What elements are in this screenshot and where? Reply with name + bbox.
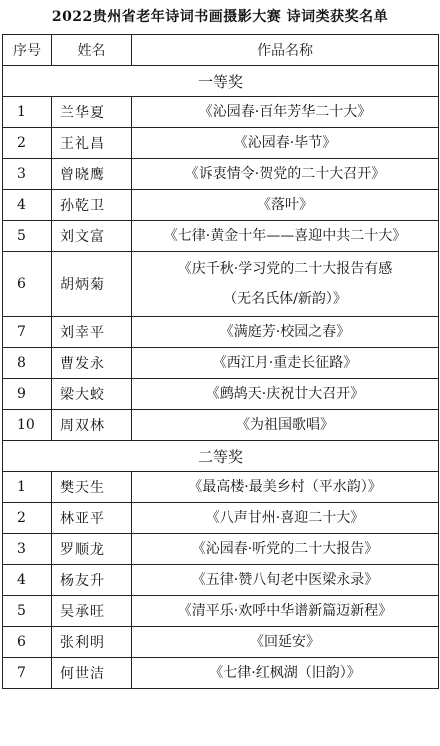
row-work: 《七律·红枫湖（旧韵）》 [132, 658, 439, 689]
row-name: 孙乾卫 [52, 190, 132, 221]
row-number: 3 [3, 534, 52, 565]
row-name: 罗顺龙 [52, 534, 132, 565]
row-name: 曾晓鹰 [52, 159, 132, 190]
table-row [3, 97, 439, 128]
header-number: 序号 [3, 35, 52, 66]
row-work: 《鹧鸪天·庆祝廿大召开》 [132, 379, 439, 410]
table-row [3, 534, 439, 565]
section-label: 一等奖 [3, 66, 439, 97]
row-number: 5 [3, 596, 52, 627]
row-number: 1 [3, 97, 52, 128]
table-row [3, 565, 439, 596]
row-name: 林亚平 [52, 503, 132, 534]
row-name: 梁大蛟 [52, 379, 132, 410]
row-number: 2 [3, 128, 52, 159]
row-name: 张利明 [52, 627, 132, 658]
row-work: 《西江月·重走长征路》 [132, 348, 439, 379]
table-row [3, 190, 439, 221]
row-name: 樊天生 [52, 472, 132, 503]
table-row [3, 128, 439, 159]
row-name: 刘文富 [52, 221, 132, 252]
row-name: 周双林 [52, 410, 132, 441]
table-row [3, 596, 439, 627]
row-work: 《七律·黄金十年——喜迎中共二十大》 [132, 221, 439, 252]
table-row [3, 317, 439, 348]
table-header-row [3, 35, 439, 66]
row-number: 6 [3, 252, 52, 317]
row-number: 3 [3, 159, 52, 190]
row-work-line-2: （无名氏体/新韵）》 [223, 291, 347, 307]
award-table [2, 34, 439, 689]
row-name: 刘幸平 [52, 317, 132, 348]
table-row [3, 627, 439, 658]
row-work: 《为祖国歌唱》 [132, 410, 439, 441]
table-row [3, 410, 439, 441]
row-work: 《诉衷情令·贺党的二十大召开》 [132, 159, 439, 190]
row-name: 吴承旺 [52, 596, 132, 627]
row-name: 何世洁 [52, 658, 132, 689]
table-row [3, 159, 439, 190]
row-name: 王礼昌 [52, 128, 132, 159]
header-name: 姓名 [52, 35, 132, 66]
row-work: 《清平乐·欢呼中华谱新篇迈新程》 [132, 596, 439, 627]
row-number: 1 [3, 472, 52, 503]
table-row [3, 379, 439, 410]
row-number: 5 [3, 221, 52, 252]
row-work: 《回延安》 [132, 627, 439, 658]
row-work: 《沁园春·听党的二十大报告》 [132, 534, 439, 565]
row-name: 兰华夏 [52, 97, 132, 128]
row-work: 《沁园春·毕节》 [132, 128, 439, 159]
table-row [3, 252, 439, 317]
row-number: 7 [3, 317, 52, 348]
document-title: 2022贵州省老年诗词书画摄影大赛 诗词类获奖名单 [51, 9, 389, 25]
row-number: 2 [3, 503, 52, 534]
table-row [3, 658, 439, 689]
table-row [3, 221, 439, 252]
row-number: 4 [3, 565, 52, 596]
row-name: 胡炳菊 [52, 252, 132, 317]
section-label: 二等奖 [3, 441, 439, 472]
row-work: 《最高楼·最美乡村（平水韵）》 [132, 472, 439, 503]
row-name: 曹发永 [52, 348, 132, 379]
table-row [3, 472, 439, 503]
section-row-first-prize [3, 66, 439, 97]
row-number: 8 [3, 348, 52, 379]
row-number: 4 [3, 190, 52, 221]
section-row-second-prize [3, 441, 439, 472]
row-work: 《落叶》 [132, 190, 439, 221]
row-work [132, 252, 439, 317]
row-work: 《满庭芳·校园之春》 [132, 317, 439, 348]
row-work: 《五律·赞八旬老中医梁永录》 [132, 565, 439, 596]
table-row [3, 348, 439, 379]
row-work: 《沁园春·百年芳华二十大》 [132, 97, 439, 128]
row-number: 7 [3, 658, 52, 689]
row-number: 6 [3, 627, 52, 658]
table-row [3, 503, 439, 534]
row-work: 《八声甘州·喜迎二十大》 [132, 503, 439, 534]
row-number: 9 [3, 379, 52, 410]
row-work-line-1: 《庆千秋·学习党的二十大报告有感 [177, 261, 393, 277]
header-work: 作品名称 [132, 35, 439, 66]
row-number: 10 [3, 410, 52, 441]
row-name: 杨友升 [52, 565, 132, 596]
